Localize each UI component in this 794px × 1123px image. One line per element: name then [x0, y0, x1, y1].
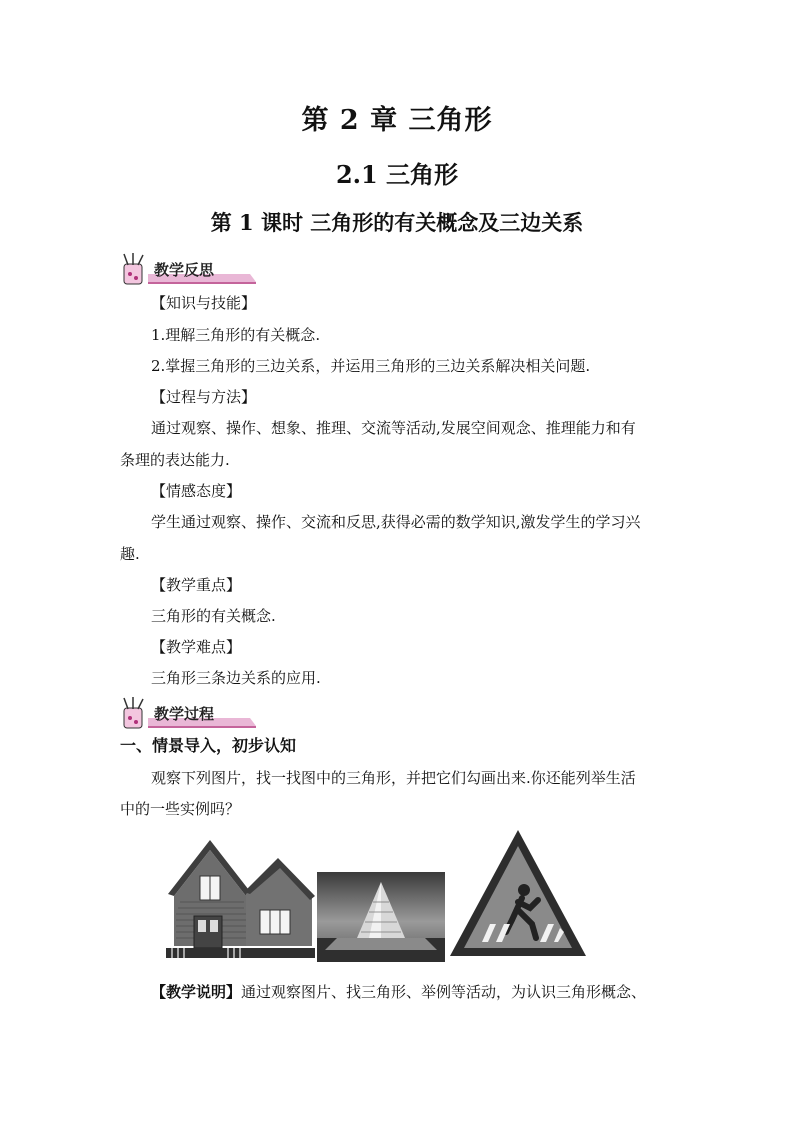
- chapter-title: 第 2 章 三角形: [301, 105, 493, 136]
- difficulty-heading: 【教学难点】: [151, 638, 242, 656]
- pedestrian-warning-sign-image: [448, 828, 590, 962]
- knowledge-item-2: 2.掌握三角形的三边关系，并运用三角形的三边关系解决相关问题.: [151, 357, 591, 375]
- step1-line-1: 观察下列图片，找一找图中的三角形，并把它们勾画出来.你还能列举生活: [151, 769, 636, 787]
- teaching-note-label: 【教学说明】: [151, 983, 242, 1001]
- pyramid-image: [317, 872, 445, 962]
- teaching-note-text: 通过观察图片、找三角形、举例等活动，为认识三角形概念、: [241, 983, 647, 1001]
- knowledge-item-1: 1.理解三角形的有关概念.: [151, 326, 321, 344]
- difficulty-text: 三角形三条边关系的应用.: [151, 669, 321, 687]
- process-banner: [118, 696, 258, 732]
- step1-heading: 一、情景导入，初步认知: [120, 736, 297, 755]
- process-banner-label: 教学过程: [154, 705, 215, 723]
- method-line-1: 通过观察、操作、想象、推理、交流等活动,发展空间观念、推理能力和有: [151, 419, 636, 437]
- lesson-title: 第 1 课时 三角形的有关概念及三边关系: [210, 210, 584, 235]
- key-point-heading: 【教学重点】: [151, 576, 242, 594]
- reflection-banner-label: 教学反思: [154, 261, 215, 279]
- triangle-examples-pictures: [160, 828, 590, 964]
- method-heading: 【过程与方法】: [151, 388, 257, 406]
- knowledge-heading: 【知识与技能】: [151, 294, 257, 312]
- attitude-heading: 【情感态度】: [151, 482, 242, 500]
- teaching-note: [151, 982, 711, 1002]
- key-point-text: 三角形的有关概念.: [151, 607, 276, 625]
- attitude-line-1: 学生通过观察、操作、交流和反思,获得必需的数学知识,激发学生的学习兴: [151, 513, 641, 531]
- section-title: 2.1 三角形: [335, 160, 459, 189]
- attitude-line-2: 趣.: [120, 545, 140, 563]
- reflection-banner: [118, 252, 258, 288]
- step1-line-2: 中的一些实例吗？: [120, 800, 241, 818]
- house-image: [160, 836, 315, 962]
- method-line-2: 条理的表达能力.: [120, 451, 230, 469]
